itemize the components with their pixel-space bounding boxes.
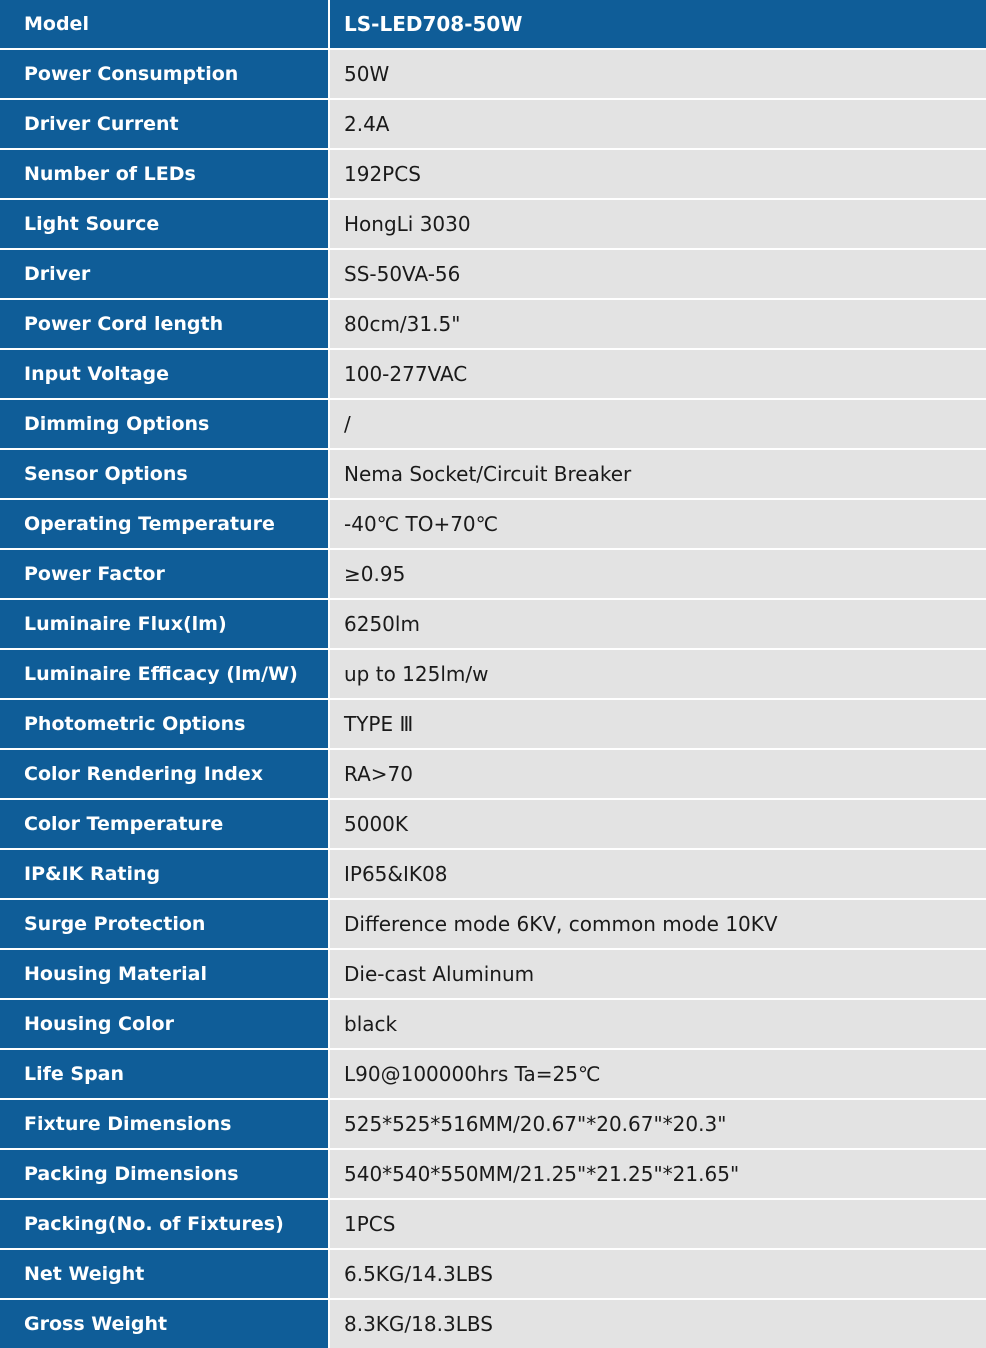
spec-label: Dimming Options — [0, 400, 330, 450]
spec-value: / — [330, 400, 986, 450]
spec-value: Die-cast Aluminum — [330, 950, 986, 1000]
spec-value: L90@100000hrs Ta=25℃ — [330, 1050, 986, 1100]
spec-value: IP65&IK08 — [330, 850, 986, 900]
spec-label: Luminaire Efficacy (lm/W) — [0, 650, 330, 700]
spec-row — [0, 850, 986, 900]
spec-label: Photometric Options — [0, 700, 330, 750]
spec-value: up to 125lm/w — [330, 650, 986, 700]
model-label: Model — [0, 0, 330, 50]
spec-row — [0, 300, 986, 350]
model-row — [0, 0, 986, 50]
spec-row — [0, 150, 986, 200]
spec-label: Net Weight — [0, 1250, 330, 1300]
spec-label: Packing(No. of Fixtures) — [0, 1200, 330, 1250]
spec-label: Light Source — [0, 200, 330, 250]
spec-row — [0, 950, 986, 1000]
spec-value: ≥0.95 — [330, 550, 986, 600]
spec-label: Sensor Options — [0, 450, 330, 500]
spec-label: Power Factor — [0, 550, 330, 600]
spec-row — [0, 400, 986, 450]
spec-row — [0, 800, 986, 850]
spec-value: Difference mode 6KV, common mode 10KV — [330, 900, 986, 950]
spec-value: RA>70 — [330, 750, 986, 800]
spec-label: Input Voltage — [0, 350, 330, 400]
spec-label: Driver Current — [0, 100, 330, 150]
spec-label: Operating Temperature — [0, 500, 330, 550]
spec-row — [0, 1200, 986, 1250]
spec-label: Color Rendering Index — [0, 750, 330, 800]
spec-label: Fixture Dimensions — [0, 1100, 330, 1150]
spec-row — [0, 700, 986, 750]
spec-label: Housing Color — [0, 1000, 330, 1050]
spec-value: 1PCS — [330, 1200, 986, 1250]
spec-label: Power Consumption — [0, 50, 330, 100]
spec-label: Power Cord length — [0, 300, 330, 350]
spec-label: IP&IK Rating — [0, 850, 330, 900]
spec-value: 192PCS — [330, 150, 986, 200]
spec-label: Life Span — [0, 1050, 330, 1100]
spec-row — [0, 1050, 986, 1100]
spec-label: Number of LEDs — [0, 150, 330, 200]
spec-row — [0, 650, 986, 700]
spec-value: 8.3KG/18.3LBS — [330, 1300, 986, 1348]
spec-value: HongLi 3030 — [330, 200, 986, 250]
spec-row — [0, 50, 986, 100]
spec-value: 100-277VAC — [330, 350, 986, 400]
spec-row — [0, 100, 986, 150]
spec-value: black — [330, 1000, 986, 1050]
spec-row — [0, 1250, 986, 1300]
spec-label: Luminaire Flux(lm) — [0, 600, 330, 650]
spec-row — [0, 1150, 986, 1200]
spec-label: Surge Protection — [0, 900, 330, 950]
spec-value: Nema Socket/Circuit Breaker — [330, 450, 986, 500]
spec-row — [0, 1000, 986, 1050]
spec-row — [0, 250, 986, 300]
spec-label: Housing Material — [0, 950, 330, 1000]
spec-value: 6.5KG/14.3LBS — [330, 1250, 986, 1300]
spec-row — [0, 450, 986, 500]
spec-row — [0, 500, 986, 550]
spec-label: Driver — [0, 250, 330, 300]
spec-row — [0, 350, 986, 400]
spec-row — [0, 750, 986, 800]
spec-value: 6250lm — [330, 600, 986, 650]
spec-row — [0, 1300, 986, 1348]
spec-row — [0, 900, 986, 950]
spec-row — [0, 1100, 986, 1150]
spec-row — [0, 550, 986, 600]
spec-label: Color Temperature — [0, 800, 330, 850]
spec-label: Gross Weight — [0, 1300, 330, 1348]
spec-value: 50W — [330, 50, 986, 100]
spec-value: 540*540*550MM/21.25"*21.25"*21.65" — [330, 1150, 986, 1200]
spec-value: 5000K — [330, 800, 986, 850]
spec-row — [0, 200, 986, 250]
spec-value: 2.4A — [330, 100, 986, 150]
spec-label: Packing Dimensions — [0, 1150, 330, 1200]
spec-value: -40℃ TO+70℃ — [330, 500, 986, 550]
model-value: LS-LED708-50W — [330, 0, 986, 50]
spec-row — [0, 600, 986, 650]
spec-value: SS-50VA-56 — [330, 250, 986, 300]
spec-value: 525*525*516MM/20.67"*20.67"*20.3" — [330, 1100, 986, 1150]
spec-value: 80cm/31.5" — [330, 300, 986, 350]
spec-value: TYPE Ⅲ — [330, 700, 986, 750]
